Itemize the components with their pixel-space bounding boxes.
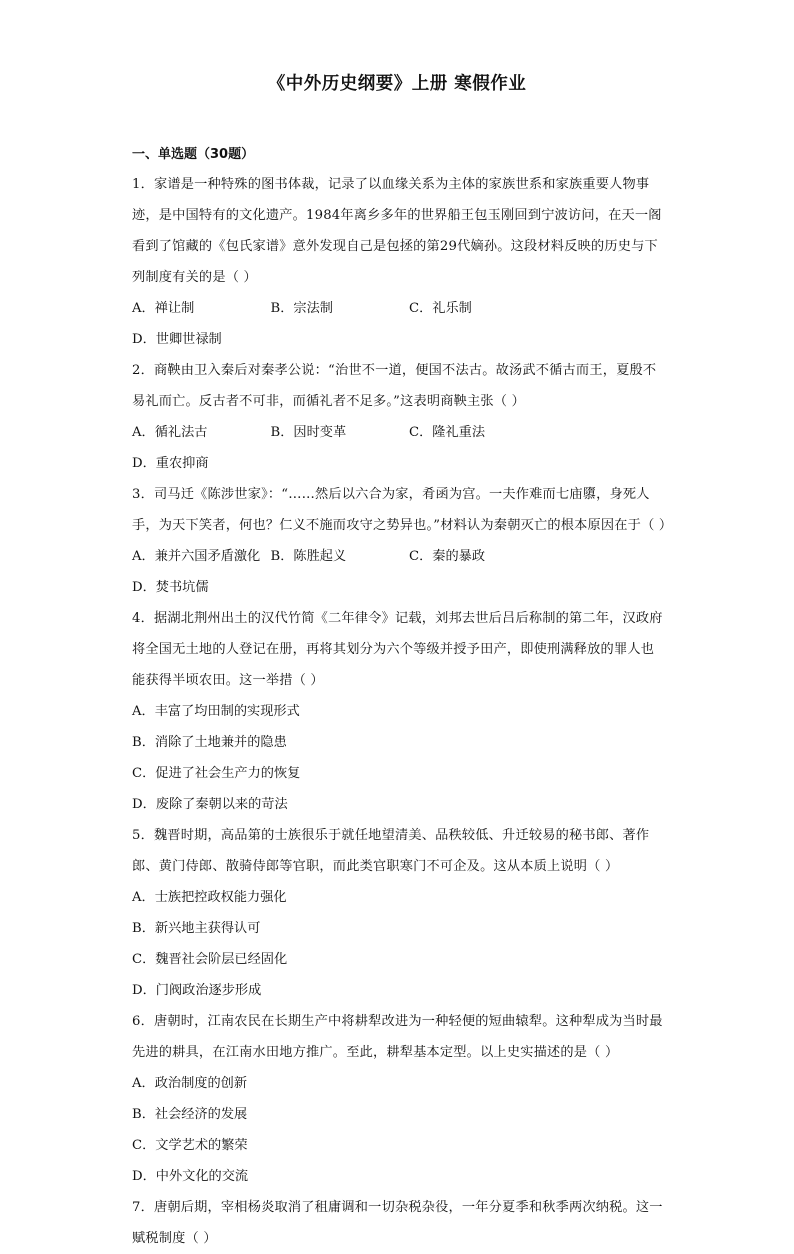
option-a: A．政治制度的创新 <box>132 1076 248 1091</box>
question-stem: 7．唐朝后期，宰相杨炎取消了租庸调和一切杂税杂役，一年分夏季和秋季两次纳税。这一赋税制度（ ） <box>132 1200 663 1246</box>
option-list <box>132 417 667 479</box>
option-list <box>132 293 667 355</box>
question-6 <box>132 1006 667 1192</box>
option-b: B．陈胜起义 <box>270 549 347 564</box>
section-heading: 一、单选题（30题） <box>132 147 255 162</box>
option-c: C．隆礼重法 <box>409 425 486 440</box>
question-stem: 1．家谱是一种特殊的图书体裁，记录了以血缘关系为主体的家族世系和家族重要人物事迹，是中国特有的文化遗产。1984年离乡多年的世界船王包玉刚回到宁波访问，在天一阁看到了馆藏的《包氏家谱》意外发现自己是包拯的第29代嫡孙。这段材料反映的历史与下列制度有关的是（ ） <box>132 177 662 285</box>
question-1 <box>132 169 667 355</box>
option-d: D．废除了秦朝以来的苛法 <box>132 797 288 812</box>
option-list <box>132 1068 667 1192</box>
question-3 <box>132 479 673 603</box>
question-5 <box>132 820 667 1006</box>
option-a: A．士族把控政权能力强化 <box>132 890 287 905</box>
option-b: B．消除了土地兼并的隐患 <box>132 735 287 750</box>
option-c: C．文学艺术的繁荣 <box>132 1138 248 1153</box>
question-stem: 2．商鞅由卫入秦后对秦孝公说：“治世不一道，便国不法古。故汤武不循古而王，夏殷不易礼而亡。反古者不可非，而循礼者不足多。”这表明商鞅主张（ ） <box>132 363 657 409</box>
question-stem: 6．唐朝时，江南农民在长期生产中将耕犁改进为一种轻便的短曲辕犁。这种犁成为当时最先进的耕具，在江南水田地方推广。至此，耕犁基本定型。以上史实描述的是（ ） <box>132 1014 663 1060</box>
question-stem: 5．魏晋时期，高品第的士族很乐于就任地望清美、品秩较低、升迁较易的秘书郎、著作郎、黄门侍郎、散骑侍郎等官职，而此类官职寒门不可企及。这从本质上说明（ ） <box>132 828 650 874</box>
option-a: A．丰富了均田制的实现形式 <box>132 704 300 719</box>
option-d: D．中外文化的交流 <box>132 1169 249 1184</box>
option-list <box>132 882 667 1006</box>
option-c: C．礼乐制 <box>409 301 472 316</box>
option-c: C．秦的暴政 <box>409 549 486 564</box>
question-2 <box>132 355 667 479</box>
option-a: A．兼并六国矛盾激化 <box>132 549 261 564</box>
question-7 <box>132 1192 667 1254</box>
option-b: B．新兴地主获得认可 <box>132 921 261 936</box>
option-d: D．焚书坑儒 <box>132 580 209 595</box>
option-d: D．重农抑商 <box>132 456 209 471</box>
question-stem: 4．据湖北荆州出土的汉代竹简《二年律令》记载，刘邦去世后吕后称制的第二年，汉政府将全国无土地的人登记在册，再将其划分为六个等级并授予田产，即使刑满释放的罪人也能获得半顷农田。这一举措（ ） <box>132 611 663 688</box>
page-title: 《中外历史纲要》上册 寒假作业 <box>267 74 527 94</box>
option-d: D．世卿世禄制 <box>132 332 222 347</box>
option-a: A．循礼法古 <box>132 425 208 440</box>
option-b: B．宗法制 <box>270 301 333 316</box>
option-c: C．魏晋社会阶层已经固化 <box>132 952 288 967</box>
option-list <box>132 696 667 820</box>
question-4 <box>132 603 667 820</box>
option-a: A．禅让制 <box>132 301 195 316</box>
option-d: D．门阀政治逐步形成 <box>132 983 262 998</box>
option-c: C．促进了社会生产力的恢复 <box>132 766 301 781</box>
content-body <box>132 145 673 1254</box>
option-b: B．社会经济的发展 <box>132 1107 248 1122</box>
question-stem: 3．司马迁《陈涉世家》：“……然后以六合为家，肴函为宫。一夫作难而七庙隳，身死人手，为天下笑者，何也？仁义不施而攻守之势异也。”材料认为秦朝灭亡的根本原因在于（ ） <box>132 487 673 533</box>
option-list <box>132 541 667 603</box>
option-b: B．因时变革 <box>270 425 347 440</box>
